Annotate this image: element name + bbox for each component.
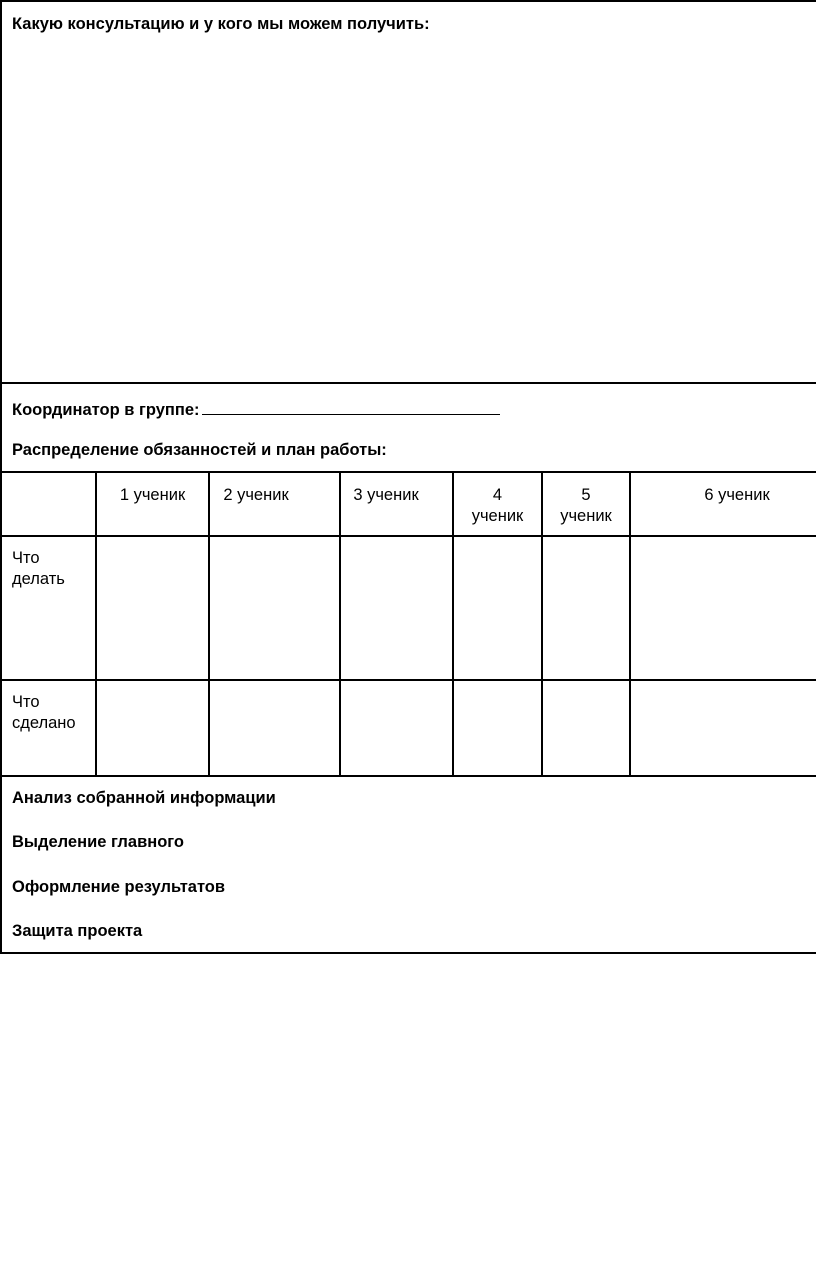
table-row-line (0, 679, 816, 681)
consultation-question: Какую консультацию и у кого мы можем получить: (12, 15, 430, 33)
duties-title: Распределение обязанностей и план работы: (12, 441, 387, 459)
header-student-4-word: ученик (471, 507, 524, 525)
table-col-line-3 (339, 471, 341, 777)
row-label-todo: Что делать (12, 549, 65, 588)
coordinator-blank-field[interactable] (202, 398, 500, 415)
header-student-5-word: ученик (560, 507, 612, 525)
header-student-4 (454, 485, 541, 527)
step-results-formatting: Оформление результатов (12, 878, 226, 896)
header-student-5 (543, 485, 629, 527)
section-divider-1 (0, 382, 816, 384)
step-project-defense: Защита проекта (12, 922, 143, 940)
row-label-done: Что сделано (12, 693, 76, 732)
table-col-line-6 (629, 471, 631, 777)
table-header-line (0, 535, 816, 537)
step-main-highlight: Выделение главного (12, 833, 185, 851)
coordinator-label: Координатор в группе: (12, 401, 200, 419)
table-top-line (0, 471, 816, 473)
header-student-4-number: 4 (492, 486, 503, 504)
header-student-3: 3 ученик (353, 486, 419, 504)
header-student-2: 2 ученик (223, 486, 289, 504)
table-bottom-line (0, 775, 816, 777)
table-col-line-1 (95, 471, 97, 777)
header-student-6: 6 ученик (704, 486, 770, 504)
table-col-line-2 (208, 471, 210, 777)
coordinator-row (12, 398, 500, 420)
header-student-1: 1 ученик (119, 486, 186, 504)
step-analysis: Анализ собранной информации (12, 789, 276, 807)
header-student-5-number: 5 (581, 486, 591, 504)
